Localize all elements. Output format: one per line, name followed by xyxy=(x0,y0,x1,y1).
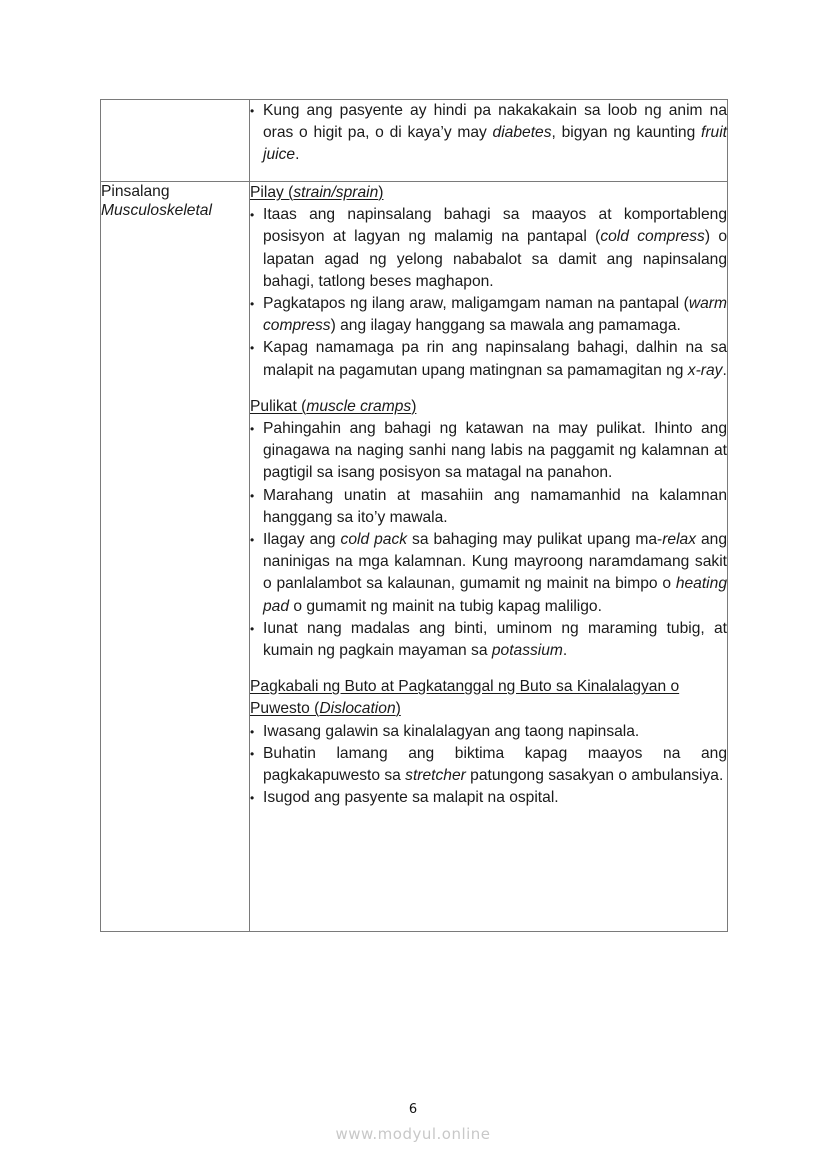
italic-term: relax xyxy=(662,531,697,549)
text-run: Pagkabali ng Buto at Pagkatanggal ng Buto sa Kinalalagyan o Puwesto ( xyxy=(250,678,680,718)
section-spacer xyxy=(250,662,727,676)
list-item xyxy=(250,100,727,167)
text-run: sa bahaging may pulikat upang ma- xyxy=(407,531,663,549)
text-run: ) xyxy=(411,397,417,415)
italic-term: cold pack xyxy=(340,531,408,549)
text-run: . xyxy=(295,146,300,164)
category-label: Pinsalang xyxy=(101,183,170,200)
bullet-icon: • xyxy=(250,341,255,356)
text-run: ) o lapatan agad ng yelong nababalot sa damit ang napinsalang bahagi, tatlong beses maghapon. xyxy=(263,228,728,290)
text-run: Iwasang galawin sa kinalalagyan ang taong napinsala. xyxy=(263,722,640,740)
instructions-cell xyxy=(250,182,728,932)
text-run: ) xyxy=(378,184,384,201)
section-spacer xyxy=(250,382,727,396)
bullet-icon: • xyxy=(250,791,255,806)
text-run: Kung ang pasyente ay hindi pa nakakakain sa loob ng anim na oras o higit pa, o di kaya’y may xyxy=(263,102,727,142)
bullet-icon: • xyxy=(250,488,255,503)
bullet-list xyxy=(250,204,727,382)
text-run: Pagkatapos ng ilang araw, maligamgam naman na pantapal ( xyxy=(263,295,689,313)
list-item xyxy=(250,204,727,293)
text-run: ) xyxy=(395,700,401,718)
italic-term: potassium xyxy=(491,642,563,660)
list-item xyxy=(250,529,727,618)
text-run: ) ang ilagay hanggang sa mawala ang pamamaga. xyxy=(330,317,681,335)
text-run: Ilagay ang xyxy=(263,531,341,549)
list-item xyxy=(250,337,727,381)
list-item xyxy=(250,618,727,662)
bullet-icon: • xyxy=(250,621,255,636)
list-item xyxy=(250,721,727,743)
list-item xyxy=(250,787,727,809)
text-run: Itaas ang napinsalang bahagi sa maayos at komportableng posisyon at lagyan ng malamig na pantapal ( xyxy=(263,206,727,246)
text-run: Kapag namamaga pa rin ang napinsalang bahagi, dalhin na sa malapit na pagamutan upang matingnan sa pamamagitan ng xyxy=(263,339,727,379)
italic-term: Dislocation xyxy=(319,700,396,718)
italic-term: x-ray xyxy=(687,361,723,379)
italic-term: muscle cramps xyxy=(306,397,412,415)
text-run: . xyxy=(562,642,568,660)
bullet-icon: • xyxy=(250,746,255,761)
list-item xyxy=(250,293,727,337)
text-run: Buhatin lamang ang biktima kapag maayos na ang pagkakapuwesto sa xyxy=(263,744,727,785)
section-heading xyxy=(250,396,727,418)
italic-term: cold compress xyxy=(600,228,705,246)
category-label-italic: Musculoskeletal xyxy=(101,202,212,219)
italic-term: warm compress xyxy=(263,295,727,335)
instructions-cell xyxy=(250,100,728,182)
text-run: ang naninigas na mga kalamnan. Kung mayroong naramdamang sakit o panlalambot sa kalaunan, gumamit ng mainit na bimpo o xyxy=(263,531,727,593)
bullet-icon: • xyxy=(250,208,255,223)
page-number: 6 xyxy=(408,1102,418,1117)
bullet-list xyxy=(250,721,727,810)
category-cell xyxy=(101,182,250,932)
italic-term: strain/sprain xyxy=(293,184,379,201)
text-run: Marahang unatin at masahiin ang namamanhid na kalamnan hanggang sa ito’y mawala. xyxy=(263,486,727,526)
bullet-list xyxy=(250,100,727,167)
text-run: Iunat nang madalas ang binti, uminom ng maraming tubig, at kumain ng pagkain mayaman sa xyxy=(263,619,727,660)
watermark: www.modyul.online xyxy=(335,1125,491,1143)
text-run: Isugod ang pasyente sa malapit na ospital. xyxy=(263,789,559,807)
italic-term: fruit juice xyxy=(263,124,727,164)
text-run: , bigyan ng kaunting xyxy=(551,124,701,142)
table-row-continuation xyxy=(101,100,728,182)
italic-term: diabetes xyxy=(492,124,552,142)
text-run: patungong sasakyan o ambulansiya. xyxy=(465,767,724,785)
bullet-icon: • xyxy=(250,422,255,437)
bullet-list xyxy=(250,418,727,662)
text-run: Pulikat ( xyxy=(250,397,307,415)
text-run: Pahingahin ang bahagi ng katawan na may pulikat. Ihinto ang ginagawa na naging sanhi nang labis na paggamit ng kalamnan at pagtigil sa isang posisyon sa matagal na panahon. xyxy=(263,420,727,482)
text-run: . xyxy=(722,361,727,379)
bullet-icon: • xyxy=(250,724,255,739)
text-run: o gumamit ng mainit na tubig kapag maliligo. xyxy=(289,597,602,615)
category-cell-empty xyxy=(101,100,250,182)
section-heading xyxy=(250,182,727,204)
text-run: Pilay ( xyxy=(250,184,294,201)
bullet-icon: • xyxy=(250,297,255,312)
list-item xyxy=(250,743,727,787)
bullet-icon: • xyxy=(250,104,255,118)
first-aid-table xyxy=(100,99,728,932)
bullet-icon: • xyxy=(250,533,255,548)
list-item xyxy=(250,418,727,485)
list-item xyxy=(250,485,727,529)
italic-term: heating pad xyxy=(263,575,727,615)
section-heading xyxy=(250,676,727,720)
italic-term: stretcher xyxy=(405,767,466,785)
table-row-musculoskeletal xyxy=(101,182,728,932)
